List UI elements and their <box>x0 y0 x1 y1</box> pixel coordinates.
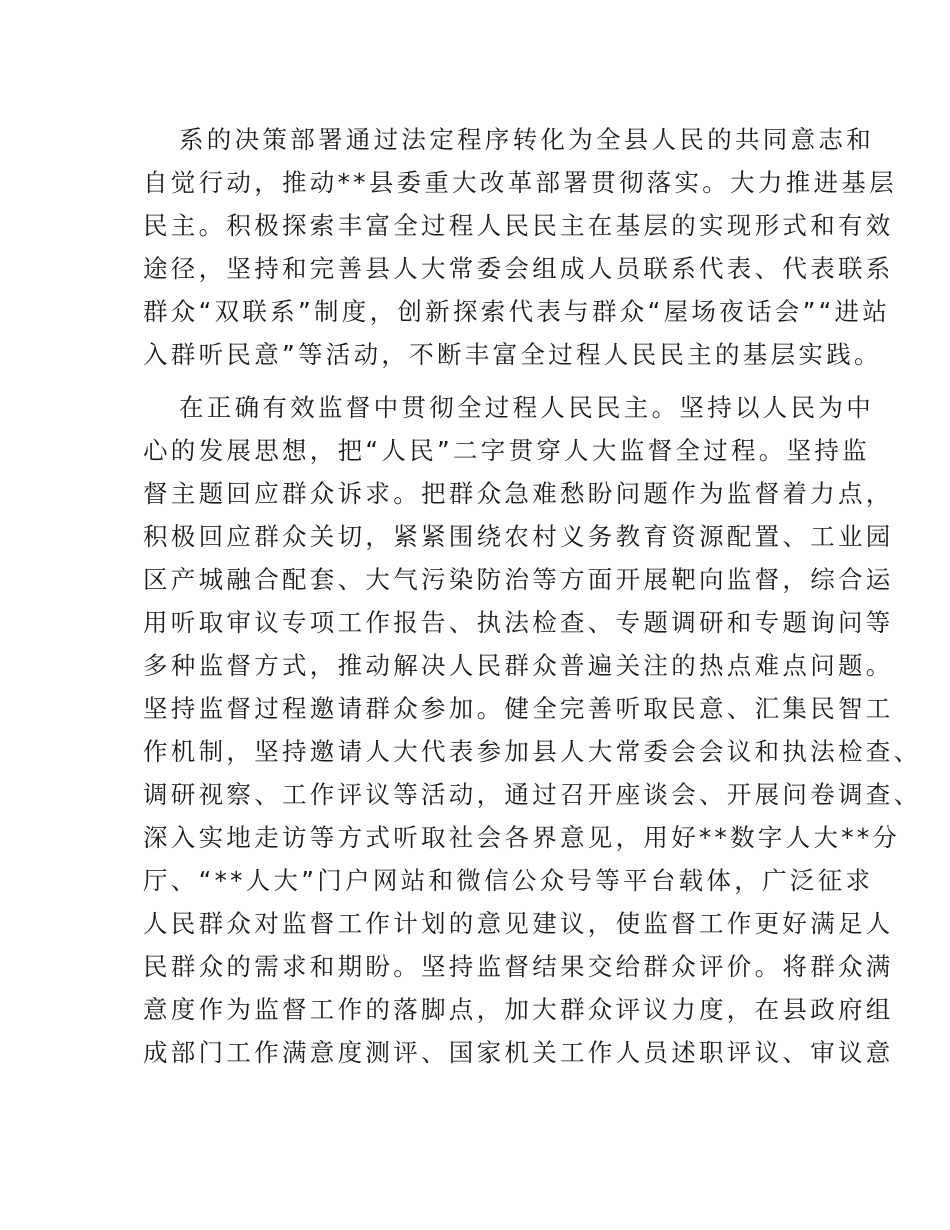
text-line: 区产城融合配套、大气污染防治等方面开展靶向监督，综合运 <box>143 565 894 594</box>
text-line: 途径，坚持和完善县人大常委会组成人员联系代表、代表联系 <box>143 254 894 283</box>
paragraph <box>143 386 922 1074</box>
text-line: 意度作为监督工作的落脚点，加大群众评议力度，在县政府组 <box>143 995 894 1024</box>
text-line: 系的决策部署通过法定程序转化为全县人民的共同意志和 <box>179 125 874 154</box>
text-line: 作机制，坚持邀请人大代表参加县人大常委会会议和执法检查、 <box>143 737 922 766</box>
text-line: 用听取审议专项工作报告、执法检查、专题调研和专题询问等 <box>143 608 894 637</box>
text-line: 入群听民意”等活动，不断丰富全过程人民民主的基层实践。 <box>143 340 882 369</box>
text-line: 群众“双联系”制度，创新探索代表与群众“屋场夜话会”“进站 <box>143 297 891 326</box>
text-line: 督主题回应群众诉求。把群众急难愁盼问题作为监督着力点， <box>143 479 894 508</box>
document-page <box>143 118 922 1084</box>
text-line: 积极回应群众关切，紧紧围绕农村义务教育资源配置、工业园 <box>143 522 894 551</box>
text-line: 在正确有效监督中贯彻全过程人民民主。坚持以人民为中 <box>179 393 874 422</box>
text-line: 民群众的需求和期盼。坚持监督结果交给群众评价。将群众满 <box>143 952 894 981</box>
text-line: 调研视察、工作评议等活动，通过召开座谈会、开展问卷调查、 <box>143 780 922 809</box>
paragraph <box>143 118 897 376</box>
text-line: 成部门工作满意度测评、国家机关工作人员述职评议、审议意 <box>143 1038 894 1067</box>
text-line: 心的发展思想，把“人民”二字贯穿人大监督全过程。坚持监 <box>143 436 870 465</box>
text-line: 厅、“**人大”门户网站和微信公众号等平台载体，广泛征求 <box>143 866 874 895</box>
text-line: 人民群众对监督工作计划的意见建议，使监督工作更好满足人 <box>143 909 894 938</box>
text-line: 多种监督方式，推动解决人民群众普遍关注的热点难点问题。 <box>143 651 894 680</box>
text-line: 民主。积极探索丰富全过程人民民主在基层的实现形式和有效 <box>143 211 894 240</box>
text-line: 深入实地走访等方式听取社会各界意见，用好**数字人大**分 <box>143 823 901 852</box>
text-line: 自觉行动，推动**县委重大改革部署贯彻落实。大力推进基层 <box>143 168 897 197</box>
text-line: 坚持监督过程邀请群众参加。健全完善听取民意、汇集民智工 <box>143 694 894 723</box>
